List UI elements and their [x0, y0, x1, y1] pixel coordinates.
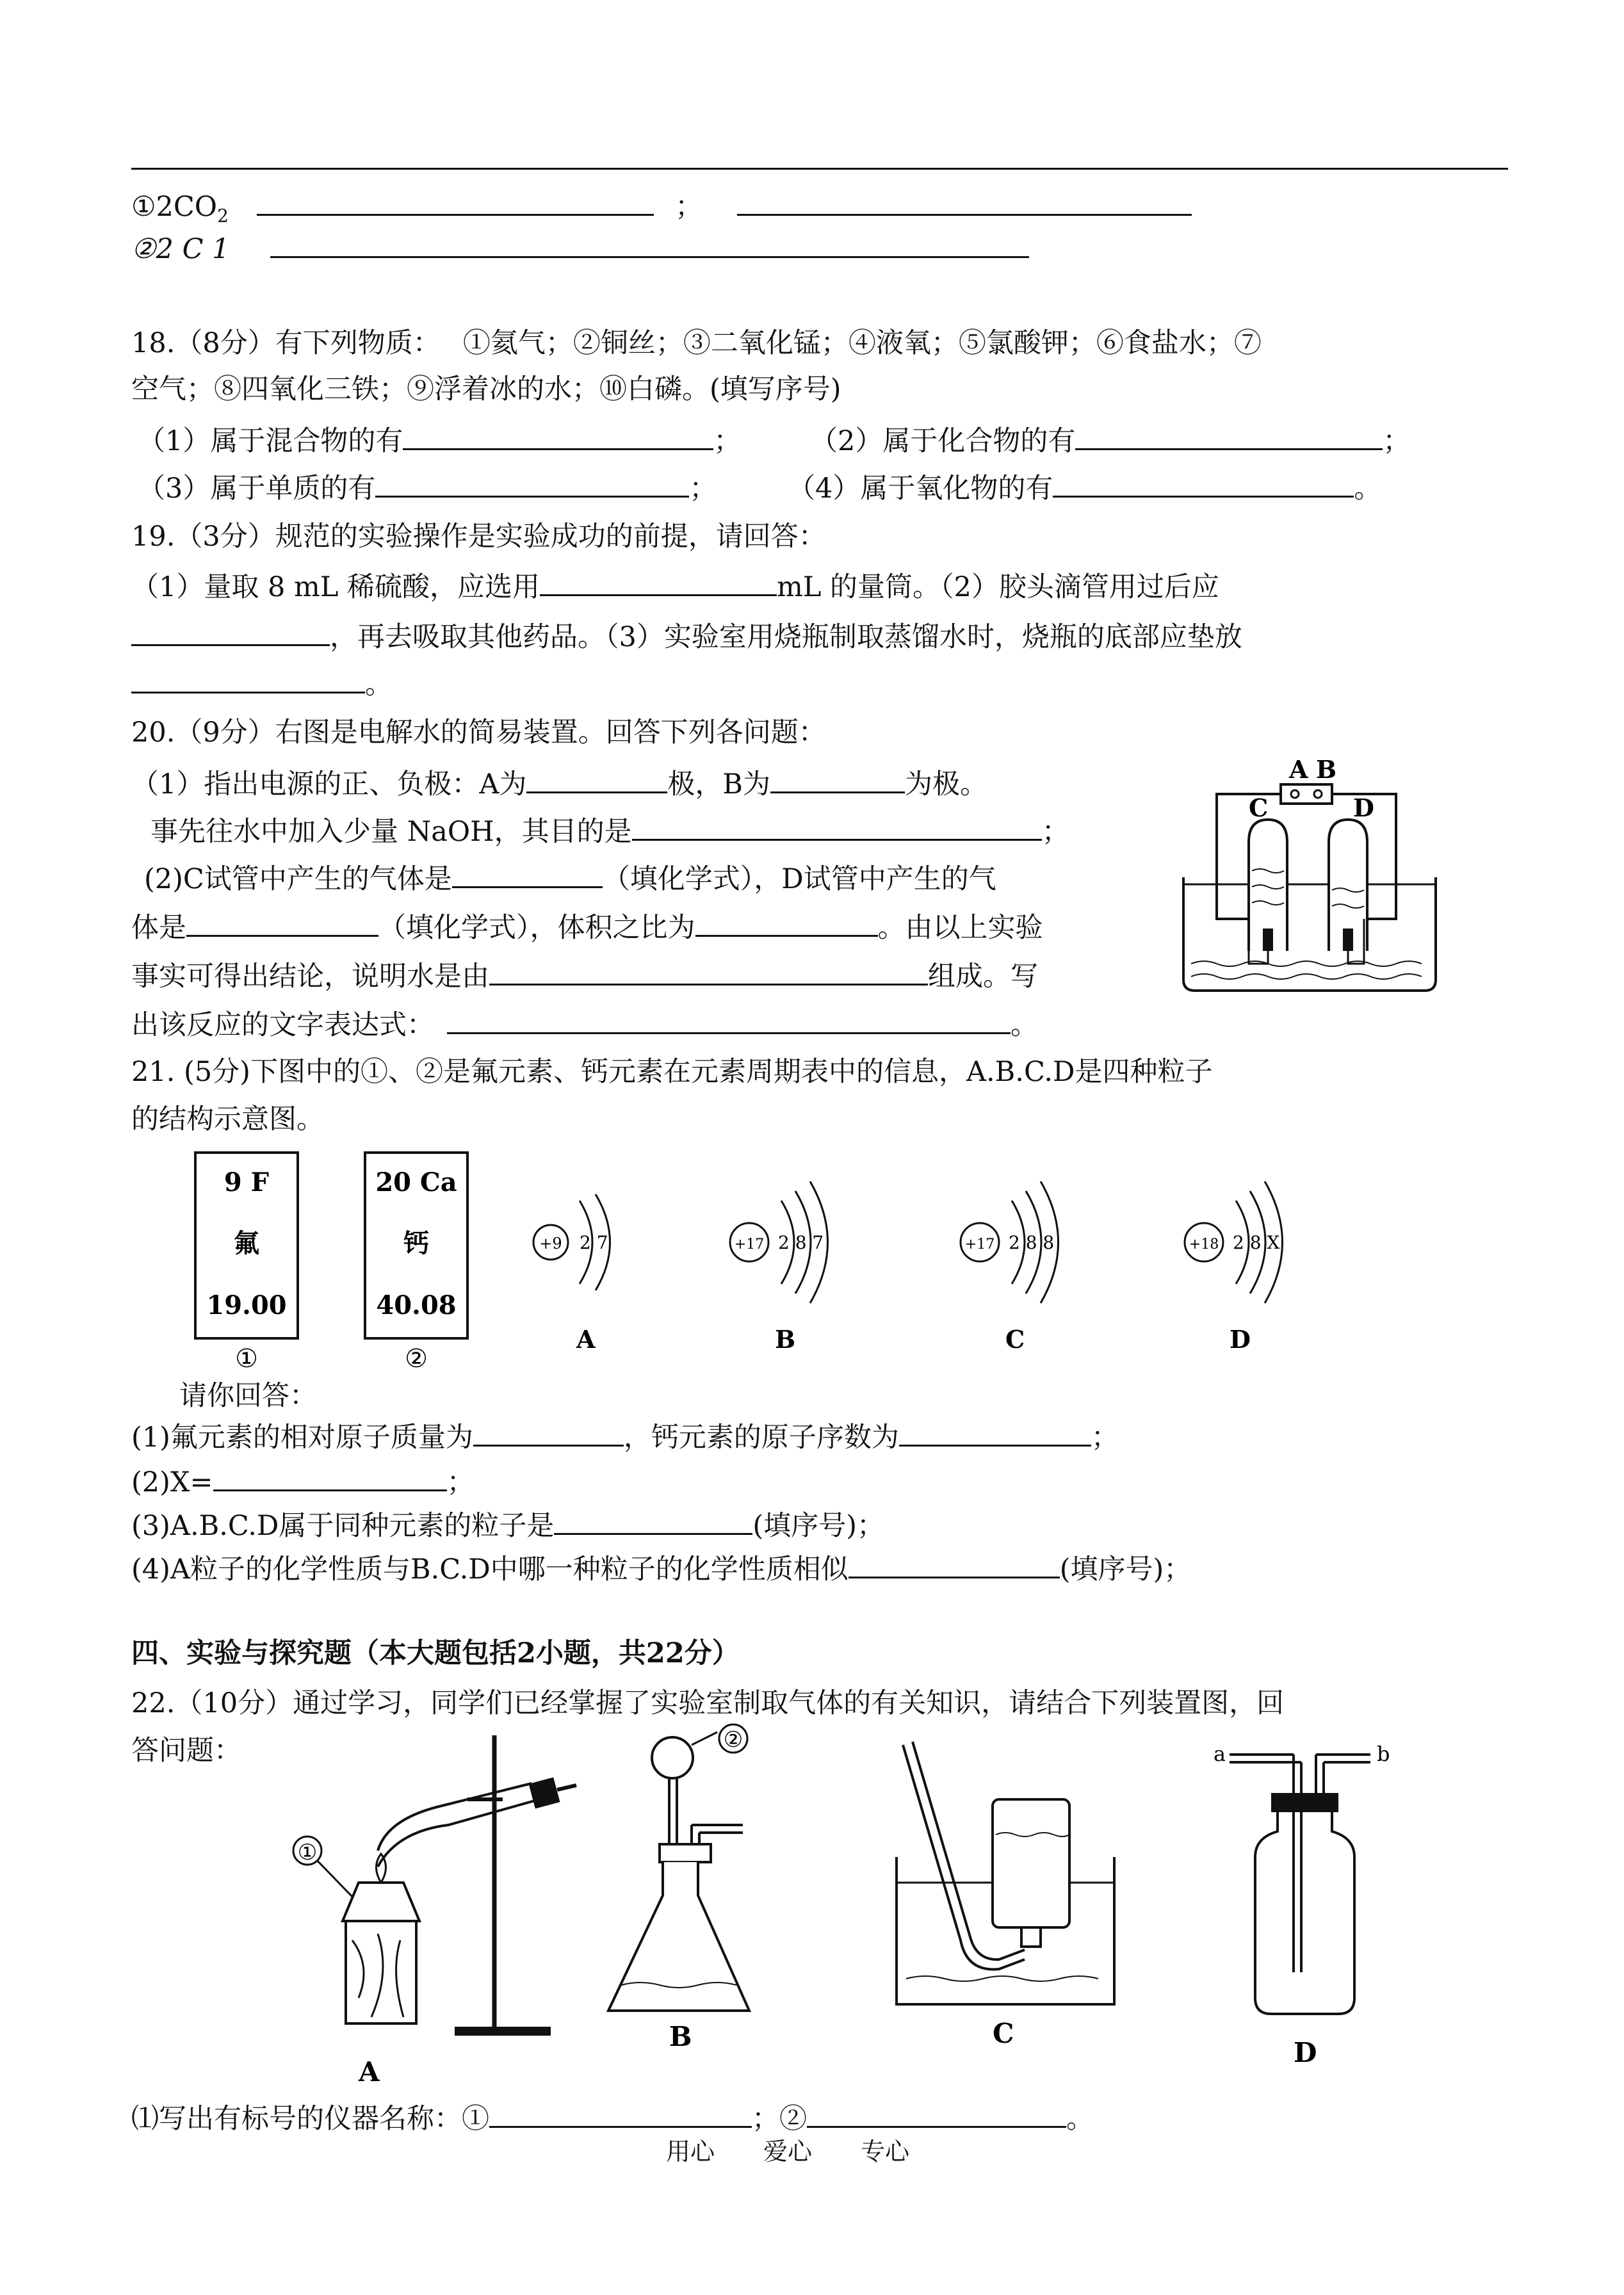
atom-d-label: D — [1230, 1325, 1251, 1354]
apparatus-figure — [282, 1727, 1498, 2088]
answer-blank[interactable] — [526, 763, 667, 793]
q20-line4: (2)C试管中产生的气体是 （填化学式），D试管中产生的气 — [144, 858, 996, 898]
q18-part3: （3）属于单质的有 ； — [138, 467, 717, 508]
port-a: a — [1214, 1742, 1226, 1766]
answer-blank[interactable] — [452, 858, 603, 888]
answer-blank[interactable] — [186, 907, 378, 937]
header-rule — [131, 168, 1508, 170]
label-c: C — [993, 2018, 1014, 2049]
q18-line1: 18.（8分）有下列物质： ①氦气；②铜丝；③二氧化锰；④液氧；⑤氯酸钾；⑥食盐水；⑦ — [131, 327, 1262, 359]
answer-blank[interactable] — [807, 2098, 1066, 2128]
card1-symbol: 9 F — [223, 1167, 270, 1197]
q17-line1: $①2CO_2$ ； — [131, 186, 1192, 236]
q22-line2: 答问题： — [131, 1735, 241, 1767]
answer-blank[interactable] — [131, 663, 365, 693]
answer-blank[interactable] — [270, 228, 1029, 258]
card2-symbol: 20 Ca — [375, 1167, 457, 1197]
q21-line1: 21. (5分)下图中的①、②是氟元素、钙元素在元素周期表中的信息，A.B.C.D是四种粒子 — [131, 1056, 1213, 1088]
q20-line1: 20.（9分）右图是电解水的简易装置。回答下列各问题： — [131, 717, 826, 749]
q20-line2: （1）指出电源的正、负极：A为 极，B为 为极。 — [131, 763, 987, 804]
answer-blank[interactable] — [257, 186, 654, 216]
atom-a — [533, 1194, 610, 1354]
atom-c-label: C — [1005, 1325, 1025, 1354]
answer-blank[interactable] — [695, 907, 878, 937]
answer-blank[interactable] — [1053, 467, 1354, 498]
atom-b-label: B — [775, 1325, 796, 1354]
card1-name: 氟 — [234, 1228, 259, 1258]
answer-blank[interactable] — [737, 186, 1192, 216]
svg-text:2 8 X: 2 8 X — [1233, 1232, 1280, 1253]
atom-d — [1185, 1181, 1283, 1354]
label-d: D — [1353, 793, 1374, 822]
answer-blank[interactable] — [375, 467, 689, 498]
port-b: b — [1377, 1742, 1390, 1766]
answer-blank[interactable] — [554, 1505, 752, 1535]
q21-sub2: (2)X= ； — [131, 1461, 475, 1502]
mark-2: ② — [723, 1727, 743, 1753]
card1-mass: 19.00 — [206, 1290, 287, 1320]
card2-label: ② — [405, 1344, 428, 1374]
label-a: A — [359, 2056, 380, 2088]
answer-blank[interactable] — [131, 616, 330, 646]
answer-blank[interactable] — [403, 420, 713, 450]
label-a: A — [1289, 755, 1308, 784]
label-b: B — [1316, 755, 1337, 784]
answer-blank[interactable] — [213, 1461, 447, 1491]
q22-sub1: ⑴写出有标号的仪器名称：① ；② 。 — [131, 2098, 1094, 2138]
svg-text:2 8 7: 2 8 7 — [778, 1232, 824, 1253]
atom-a-label: A — [576, 1325, 596, 1354]
answer-blank[interactable] — [473, 1416, 624, 1447]
answer-blank[interactable] — [632, 811, 1042, 841]
atom-structures — [499, 1146, 1319, 1364]
svg-text:+9: +9 — [539, 1235, 562, 1253]
apparatus-c — [897, 1742, 1114, 2049]
atom-b — [730, 1181, 828, 1354]
apparatus-b — [608, 1724, 749, 2052]
q18-part4: （4）属于氧化物的有 。 — [788, 467, 1381, 508]
q20-line5: 体是 （填化学式），体积之比为 。由以上实验 — [131, 907, 1043, 947]
q20-line6: 事实可得出结论，说明水是由 组成。写 — [131, 955, 1038, 996]
q19-line4: 。 — [131, 663, 393, 704]
svg-text:2 7: 2 7 — [580, 1232, 608, 1253]
apparatus-a — [293, 1735, 576, 2088]
svg-text:+18: +18 — [1189, 1237, 1219, 1253]
q20-line3: 事先往水中加入少量 NaOH，其目的是 ； — [150, 811, 1069, 851]
label-c: C — [1249, 793, 1269, 822]
q19-line2: （1）量取 8 mL 稀硫酸，应选用 mL 的量筒。（2）胶头滴管用过后应 — [131, 566, 1219, 606]
q19-line3: ，再去吸取其他药品。（3）实验室用烧瓶制取蒸馏水时，烧瓶的底部应垫放 — [131, 616, 1242, 656]
q21-ask: 请你回答： — [179, 1380, 317, 1412]
q18-part2: （2）属于化合物的有 ； — [810, 420, 1410, 460]
apparatus-d — [1214, 1742, 1390, 2068]
svg-text:+17: +17 — [734, 1237, 765, 1253]
atom-c — [961, 1181, 1059, 1354]
q21-sub4: (4)A粒子的化学性质与B.C.D中哪一种粒子的化学性质相似 (填序号)； — [131, 1548, 1191, 1589]
q22-line1: 22.（10分）通过学习，同学们已经掌握了实验室制取气体的有关知识，请结合下列装置图，回 — [131, 1687, 1285, 1719]
answer-blank[interactable] — [489, 2098, 752, 2128]
answer-blank[interactable] — [447, 1004, 1011, 1034]
q20-line7: 出该反应的文字表达式： 。 — [131, 1004, 1038, 1044]
answer-blank[interactable] — [489, 955, 928, 985]
label-b: B — [669, 2021, 692, 2052]
element-cards — [189, 1146, 509, 1377]
answer-blank[interactable] — [849, 1548, 1060, 1578]
section4-heading: 四、实验与探究题（本大题包括2小题，共22分） — [131, 1637, 740, 1669]
answer-blank[interactable] — [770, 763, 905, 793]
q21-line2: 的结构示意图。 — [131, 1103, 324, 1135]
electrolysis-figure — [1172, 755, 1447, 1002]
card2-name: 钙 — [403, 1228, 429, 1258]
mark-1: ① — [297, 1840, 318, 1865]
q21-sub3: (3)A.B.C.D属于同种元素的粒子是 (填序号)； — [131, 1505, 884, 1545]
q17-line2: ②2 C 1 — [131, 228, 1029, 268]
answer-blank[interactable] — [1075, 420, 1383, 450]
q21-sub1: (1)氟元素的相对原子质量为 ，钙元素的原子序数为 ； — [131, 1416, 1119, 1457]
card2-mass: 40.08 — [376, 1290, 457, 1320]
q18-line2: 空气；⑧四氧化三铁；⑨浮着冰的水；⑩白磷。(填写序号) — [131, 373, 841, 405]
card1-label: ① — [235, 1344, 258, 1374]
svg-text:2 8 8: 2 8 8 — [1009, 1232, 1055, 1253]
q19-line1: 19.（3分）规范的实验操作是实验成功的前提，请回答： — [131, 521, 826, 553]
answer-blank[interactable] — [899, 1416, 1091, 1447]
q18-part1: （1）属于混合物的有 ； — [138, 420, 741, 460]
footer: 用心 爱心 专心 — [666, 2137, 910, 2166]
svg-text:+17: +17 — [964, 1237, 995, 1253]
label-d: D — [1294, 2037, 1317, 2068]
answer-blank[interactable] — [540, 566, 777, 596]
